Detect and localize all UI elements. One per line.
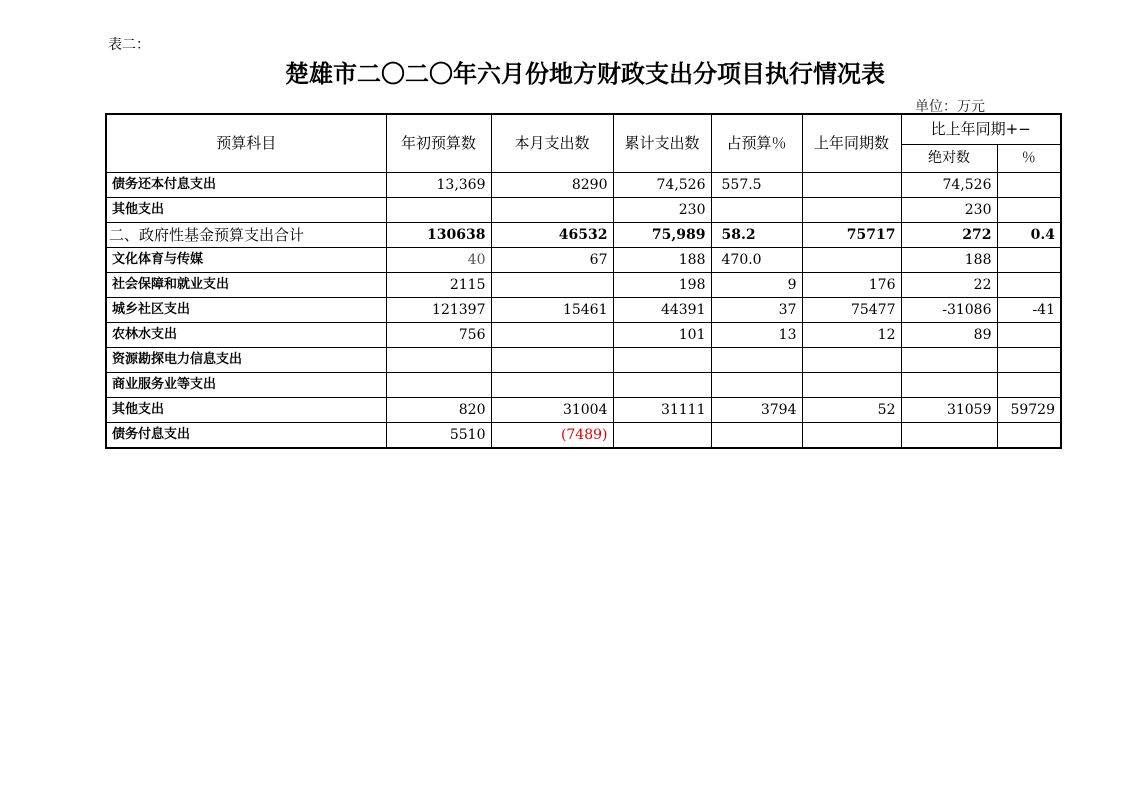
cell-rate [997,173,1061,198]
cell-prior [802,173,901,198]
unit-label: 单位：万元 [915,99,985,115]
row-name: 资源勘探电力信息支出 [106,348,386,373]
cell-cumulative: 31111 [613,398,711,423]
header-prior-year: 上年同期数 [802,114,901,173]
cell-rate [997,198,1061,223]
cell-month: (7489) [491,423,613,449]
cell-pct: 58.2 [711,223,802,248]
row-name: 社会保障和就业支出 [106,273,386,298]
header-item: 预算科目 [106,114,386,173]
cell-prior [802,248,901,273]
cell-rate [997,323,1061,348]
cell-prior [802,348,901,373]
header-yoy-abs: 绝对数 [901,145,997,173]
table-row [106,248,1061,273]
row-name: 文化体育与传媒 [106,248,386,273]
cell-pct [711,373,802,398]
header-cumulative-spend: 累计支出数 [613,114,711,173]
table-row [106,298,1061,323]
report-title: 楚雄市二〇二〇年六月份地方财政支出分项目执行情况表 [285,59,885,88]
cell-abs: 31059 [901,398,997,423]
cell-prior: 176 [802,273,901,298]
cell-cumulative [613,373,711,398]
row-name: 其他支出 [106,198,386,223]
table-row [106,323,1061,348]
cell-month [491,198,613,223]
cell-pct: 470.0 [711,248,802,273]
header-month-spend: 本月支出数 [491,114,613,173]
cell-budget: 40 [386,248,491,273]
header-budget-pct: 占预算％ [711,114,802,173]
cell-rate: -41 [997,298,1061,323]
table-row [106,273,1061,298]
table-row-subtotal [106,223,1061,248]
table-row [106,423,1061,449]
expenditure-table [105,113,1062,449]
cell-pct: 9 [711,273,802,298]
cell-prior: 75717 [802,223,901,248]
table-row [106,348,1061,373]
cell-prior [802,423,901,449]
table-row [106,373,1061,398]
cell-cumulative: 188 [613,248,711,273]
header-annual-budget: 年初预算数 [386,114,491,173]
cell-prior: 52 [802,398,901,423]
cell-prior: 75477 [802,298,901,323]
row-name: 二、政府性基金预算支出合计 [106,223,386,248]
cell-budget [386,198,491,223]
cell-budget [386,348,491,373]
cell-month: 31004 [491,398,613,423]
cell-prior: 12 [802,323,901,348]
cell-pct [711,198,802,223]
cell-abs: -31086 [901,298,997,323]
table-row [106,398,1061,423]
cell-cumulative [613,348,711,373]
cell-abs: 188 [901,248,997,273]
row-name: 其他支出 [106,398,386,423]
cell-month: 46532 [491,223,613,248]
table-number-label: 表二： [108,37,150,53]
cell-abs [901,348,997,373]
cell-budget: 756 [386,323,491,348]
cell-cumulative: 230 [613,198,711,223]
cell-pct: 37 [711,298,802,323]
cell-abs [901,423,997,449]
cell-cumulative [613,423,711,449]
cell-pct: 3794 [711,398,802,423]
table-row [106,198,1061,223]
cell-pct: 13 [711,323,802,348]
cell-month [491,273,613,298]
cell-cumulative: 44391 [613,298,711,323]
cell-pct: 557.5 [711,173,802,198]
cell-budget: 121397 [386,298,491,323]
cell-budget [386,373,491,398]
cell-abs: 230 [901,198,997,223]
cell-abs: 272 [901,223,997,248]
cell-cumulative: 198 [613,273,711,298]
row-name: 农林水支出 [106,323,386,348]
cell-prior [802,198,901,223]
cell-abs: 89 [901,323,997,348]
row-name: 城乡社区支出 [106,298,386,323]
cell-pct [711,348,802,373]
cell-rate: 0.4 [997,223,1061,248]
header-yoy-pct: ％ [997,145,1061,173]
cell-rate [997,248,1061,273]
cell-cumulative: 101 [613,323,711,348]
cell-cumulative: 74,526 [613,173,711,198]
cell-month [491,373,613,398]
cell-rate [997,423,1061,449]
cell-rate [997,373,1061,398]
cell-rate [997,273,1061,298]
cell-budget: 13,369 [386,173,491,198]
cell-budget: 130638 [386,223,491,248]
cell-rate: 59729 [997,398,1061,423]
cell-prior [802,373,901,398]
cell-month [491,348,613,373]
cell-month: 8290 [491,173,613,198]
row-name: 商业服务业等支出 [106,373,386,398]
cell-rate [997,348,1061,373]
row-name: 债务还本付息支出 [106,173,386,198]
cell-abs [901,373,997,398]
cell-month: 67 [491,248,613,273]
row-name: 债务付息支出 [106,423,386,449]
cell-budget: 2115 [386,273,491,298]
cell-budget: 820 [386,398,491,423]
cell-budget: 5510 [386,423,491,449]
cell-month: 15461 [491,298,613,323]
cell-abs: 22 [901,273,997,298]
header-yoy-group: 比上年同期+− [901,114,1061,145]
cell-month [491,323,613,348]
table-row [106,173,1061,198]
cell-cumulative: 75,989 [613,223,711,248]
cell-abs: 74,526 [901,173,997,198]
cell-pct [711,423,802,449]
